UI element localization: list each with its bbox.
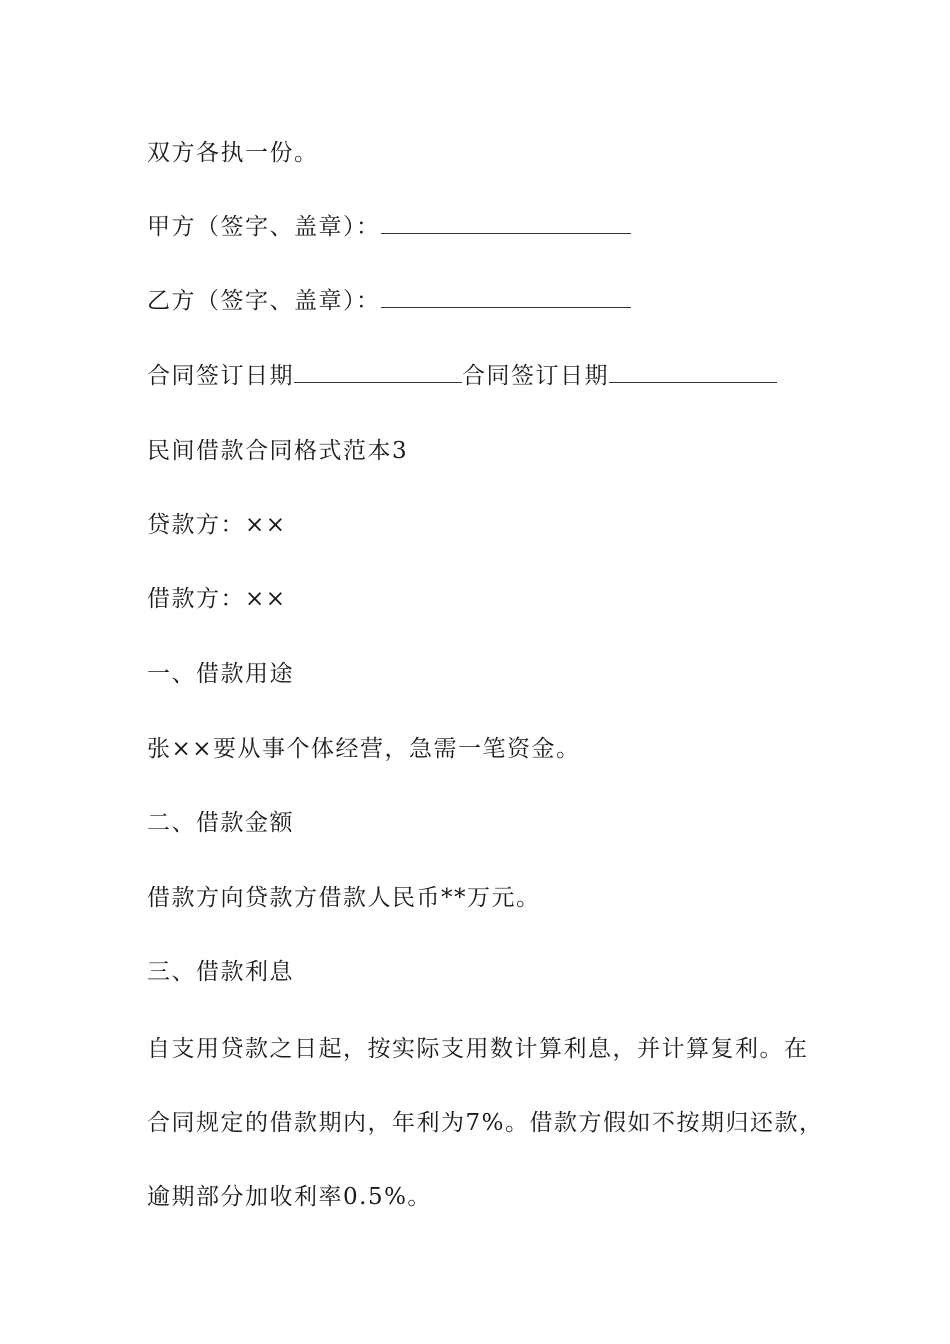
party-a-signature-line [147, 212, 631, 242]
contract-date-label-1: 合同签订日期 [147, 363, 294, 389]
borrower-line: 借款方：×× [147, 586, 287, 612]
clause-heading-purpose: 一、借款用途 [147, 661, 294, 687]
contract-date-blank-2 [609, 362, 777, 383]
clause-body-amount: 借款方向贷款方借款人民币**万元。 [147, 885, 541, 911]
clause-body-interest-3: 逾期部分加收利率0.5%。 [147, 1184, 432, 1210]
party-b-label: 乙方（签字、盖章）： [147, 288, 381, 314]
lender-line: 贷款方：×× [147, 512, 287, 538]
clause-heading-amount: 二、借款金额 [147, 810, 294, 836]
closing-clause: 双方各执一份。 [147, 140, 319, 166]
clause-heading-interest: 三、借款利息 [147, 959, 294, 985]
contract-date-line [147, 361, 777, 391]
party-a-label: 甲方（签字、盖章）： [147, 214, 381, 240]
contract-date-blank-1 [294, 362, 462, 383]
party-a-signature-blank [381, 213, 631, 234]
party-b-signature-blank [381, 287, 631, 308]
party-b-signature-line [147, 286, 631, 316]
clause-body-purpose: 张××要从事个体经营，急需一笔资金。 [147, 736, 581, 762]
section-heading-template: 民间借款合同格式范本3 [147, 438, 409, 464]
clause-body-interest-1: 自支用贷款之日起，按实际支用数计算利息，并计算复利。在 [147, 1036, 809, 1062]
contract-date-label-2: 合同签订日期 [462, 363, 609, 389]
clause-body-interest-2: 合同规定的借款期内，年利为7%。借款方假如不按期归还款， [147, 1110, 824, 1136]
